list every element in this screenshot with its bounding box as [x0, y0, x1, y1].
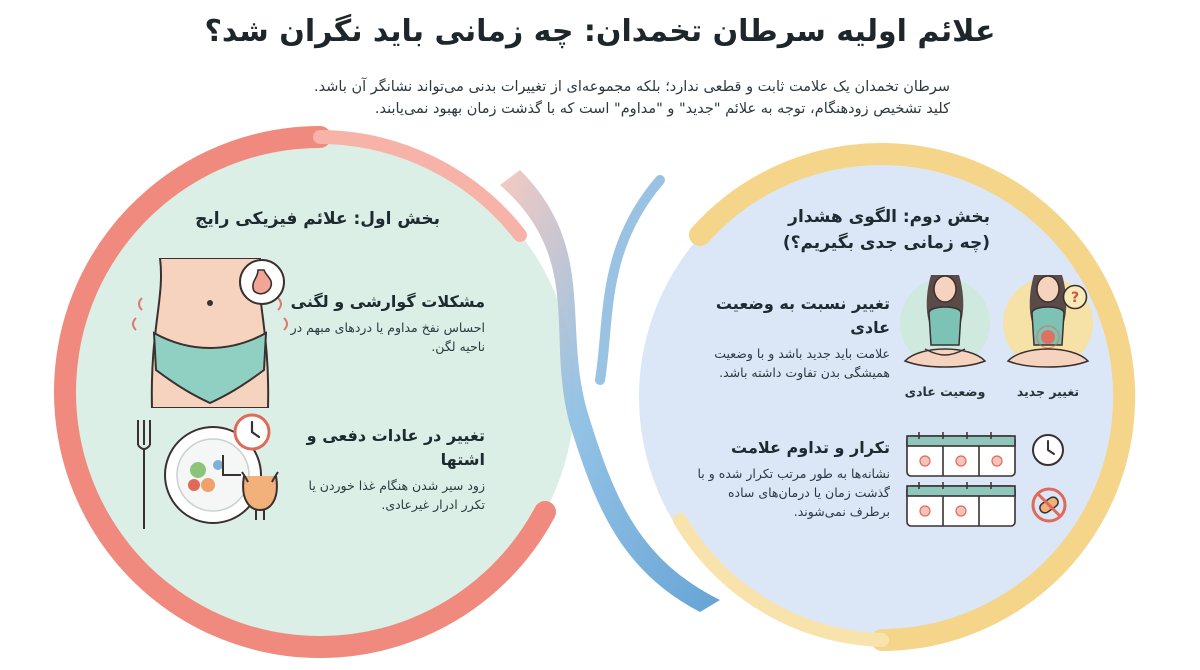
part2-item-2-title: تکرار و تداوم علامت [731, 438, 890, 457]
part2-item-1-title: تغییر نسبت به وضعیت عادی [715, 294, 890, 337]
part1-item-2-desc: زود سیر شدن هنگام غذا خوردن یا تکرر ادرار غیرعادی. [308, 478, 485, 512]
bladder-icon [238, 470, 282, 522]
page-title: علائم اولیه سرطان تخمدان: چه زمانی باید نگران شد؟ [204, 14, 996, 49]
clock-icon [232, 412, 272, 452]
part2-heading: بخش دوم: الگوی هشدار (چه زمانی جدی بگیریم؟) [782, 207, 990, 253]
question-mark-icon [1062, 284, 1088, 310]
part2-item-2 [690, 436, 890, 521]
meditating-woman-illustration [895, 265, 995, 380]
part1-item-1 [285, 290, 485, 356]
caption-new-change: تغییر جدید [1016, 384, 1080, 399]
part1-item-1-title: مشکلات گوارشی و لگنی [290, 292, 485, 311]
part1-heading: بخش اول: علائم فیزیکی رایج [195, 209, 440, 229]
stomach-icon [238, 258, 286, 306]
part1-item-2-title: تغییر در عادات دفعی و اشتها [306, 426, 485, 469]
part1-item-2 [290, 424, 485, 514]
intro-text [250, 76, 950, 120]
intro-line-2: کلید تشخیص زودهنگام، توجه به علائم "جدید" و "مداوم" است که با گذشت زمان بهبود نمی‌یابند. [374, 101, 950, 117]
part1-item-1-desc: احساس نفخ مداوم یا دردهای مبهم در ناحیه لگن. [290, 320, 485, 354]
intro-line-1: سرطان تخمدان یک علامت ثابت و قطعی ندارد؛ بلکه مجموعه‌ای از تغییرات بدنی می‌تواند نشانگر آن باشد. [314, 79, 950, 95]
part2-item-1 [690, 292, 890, 382]
clock-icon-right [1030, 432, 1066, 468]
no-pill-icon [1030, 486, 1068, 524]
part2-item-1-desc: علامت باید جدید باشد و با وضعیت همیشگی بدن تفاوت داشته باشد. [714, 346, 890, 380]
caption-normal: وضعیت عادی [904, 384, 986, 399]
calendar-grid-icon [905, 430, 1020, 530]
svg-text:?: ? [1070, 290, 1080, 306]
meditating-woman-warning-illustration [998, 265, 1098, 380]
part2-item-2-desc: نشانه‌ها به طور مرتب تکرار شده و با گذشت زمان یا درمان‌های ساده برطرف نمی‌شوند. [697, 466, 890, 519]
